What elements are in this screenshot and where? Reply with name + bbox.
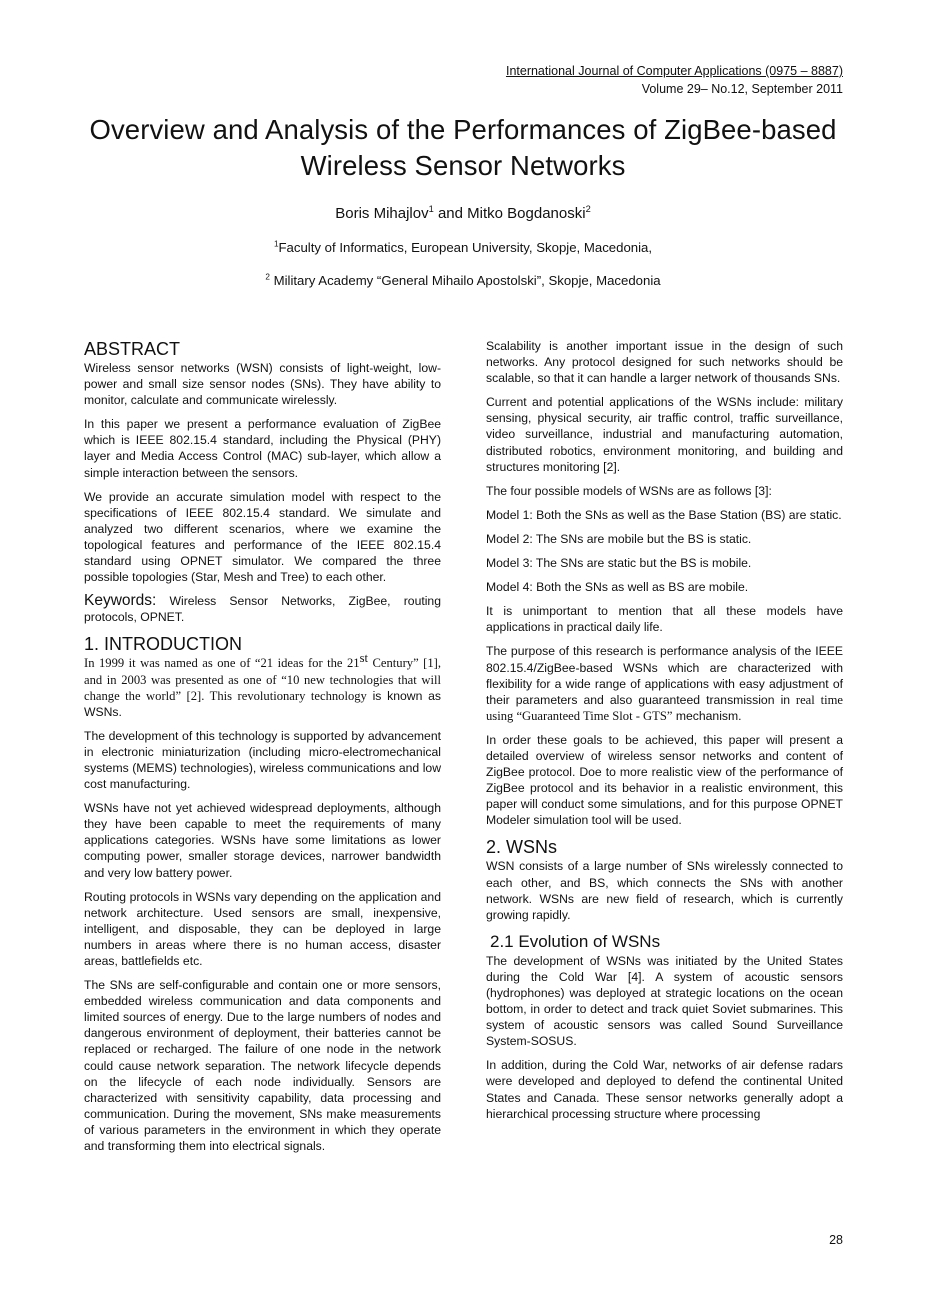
keywords-text: Wireless Sensor Networks, ZigBee, routing protocols, OPNET. [84,594,441,625]
body-paragraph: In order these goals to be achieved, this paper will present a detailed overview of wireless sensor networks and content of ZigBee protocol. Doe to more realistic view of the performance of ZigBee protocol and its behavior in a realistic environment, this paper will conduct some simulations, and for this purpose OPNET Modeler simulation tool will be used. [486,732,843,828]
body-paragraph: The four possible models of WSNs are as follows [3]: [486,483,772,498]
author-superscript: 2 [585,204,591,214]
model-item: Model 2: The SNs are mobile but the BS is static. [486,531,752,546]
author-line [80,205,846,222]
paper-title: Overview and Analysis of the Performances of ZigBee-based Wireless Sensor Networks [89,114,837,181]
purpose-serif-text: real time using “Guaranteed Time Slot - GTS” [486,692,843,723]
intro-sans-text: is known as WSNs. [84,688,441,719]
body-paragraph: Current and potential applications of the WSNs include: military sensing, physical security, air traffic control, traffic surveillance, video surveillance, industrial and manufacturing automation, distributed robotics, environment monitoring, and building and structures monitoring [2]. [486,395,843,474]
body-paragraph: It is unimportant to mention that all these models have applications in practical daily life. [486,604,843,635]
ordinal-superscript: st [359,651,369,666]
intro-paragraph: The SNs are self-configurable and contain one or more sensors, embedded wireless communication and data components and limited sources of energy. Due to the large numbers of nodes and dangerous environment of deployment, their batteries cannot be replaced or recharged. The failure of one node in the network could cause network separation. The network lifecycle depends on the lifecycle of each node individually. Sensors are characterized with sensitivity capability, data processing and communication. During the movement, SNs make measurements of various parameters in the environment in which they operate and transforming them into electrical signals. [84,978,441,1154]
author-name: Mitko Bogdanoski [467,205,586,222]
abstract-paragraph: Wireless sensor networks (WSN) consists of light-weight, low-power and small size sensor nodes (SNs). They have ability to monitor, calculate and communicate wirelessly. [84,361,441,408]
author-conjunction: and [433,205,468,222]
right-column [486,338,843,1130]
intro-serif-text: In 1999 it was named as one of “21 ideas for the 21 [84,656,360,671]
model-item: Model 3: The SNs are static but the BS is mobile. [486,556,752,571]
author-superscript: 1 [428,204,434,214]
keywords-label: Keywords: [84,592,157,610]
affiliation-superscript: 1 [273,239,279,249]
wsns-heading: 2. WSNs [486,837,558,858]
intro-paragraph: WSNs have not yet achieved widespread deployments, although they have been capable to meet the requirements of many applications categories. WSNs have some limitations as lower computing power, smaller storage devices, narrower bandwidth and very low battery power. [84,801,441,880]
intro-paragraph: Routing protocols in WSNs vary depending on the application and network architecture. Used sensors are small, inexpensive, intelligent, and disposable, they can be deployed in large numbers in areas where there is no human access, disaster areas, battlefields etc. [84,889,441,968]
affiliation-text: Faculty of Informatics, European University, Skopje, Macedonia, [278,240,653,255]
keywords-paragraph [84,593,441,625]
purpose-paragraph [486,643,843,723]
author-name: Boris Mihajlov [335,205,429,222]
purpose-end-text: mechanism. [672,708,742,723]
volume-info: Volume 29– No.12, September 2011 [641,82,843,96]
body-paragraph: The development of WSNs was initiated by the United States during the Cold War [4]. A system of acoustic sensors (hydrophones) was deployed at strategic locations on the ocean bottom, in order to detect and track quiet Soviet submarines. This system of acoustic sensors was called Sound Surveillance System-SOSUS. [486,953,843,1049]
affiliation-superscript: 2 [265,272,270,282]
journal-name: International Journal of Computer Applications (0975 – 8887) [505,64,843,78]
evolution-heading: 2.1 Evolution of WSNs [490,931,661,951]
intro-serif-text: Century” [1], and in 2003 was presented as one of “10 new technologies that will change the world” [2]. This revolutionary technology [84,656,441,703]
left-column [84,338,441,1162]
page-number: 28 [829,1233,843,1247]
abstract-paragraph: In this paper we present a performance evaluation of ZigBee which is IEEE 802.15.4 standard, including the Physical (PHY) layer and Media Access Control (MAC) sub-layer, which allow a simple interaction between the sensors. [84,417,441,480]
affiliation-text: Military Academy “General Mihailo Apostolski”, Skopje, Macedonia [269,273,661,288]
affiliation-2 [80,273,846,288]
model-item: Model 4: Both the SNs as well as BS are mobile. [486,580,749,595]
purpose-text: The purpose of this research is performance analysis of the IEEE 802.15.4/ZigBee-based WSNs which are characterized with flexibility for a wide range of applications with easy adjustment of their parameters and also guaranteed transmission in [486,644,843,707]
body-paragraph: Scalability is another important issue in the design of such networks. Any protocol designed for such networks should be scalable, so that it can handle a larger network of thousands SNs. [486,339,843,386]
body-paragraph: WSN consists of a large number of SNs wirelessly connected to each other, and BS, which connects the SNs with another network. WSNs are new field of research, which is currently growing rapidly. [486,859,843,922]
abstract-heading: ABSTRACT [84,339,181,359]
abstract-paragraph: We provide an accurate simulation model with respect to the specifications of IEEE 802.15.4 standard. We simulate and analyzed two different scenarios, where we examine the topological features and performance of the IEEE 802.15.4 standard using OPNET simulator. We compared the three possible topologies (Star, Mesh and Tree) to each other. [84,489,441,585]
body-paragraph: In addition, during the Cold War, networks of air defense radars were developed and deployed to defend the continental United States and Canada. These sensor networks generally adopt a hierarchical processing structure where processing [486,1058,843,1121]
intro-paragraph [84,651,441,719]
model-item: Model 1: Both the SNs as well as the Base Station (BS) are static. [486,507,842,522]
affiliation-1 [80,240,846,255]
introduction-heading: 1. INTRODUCTION [84,634,243,655]
intro-paragraph: The development of this technology is supported by advancement in electronic miniaturization (including micro-electromechanical systems (MEMS) technologies), wireless communications and low cost manufacturing. [84,728,441,792]
